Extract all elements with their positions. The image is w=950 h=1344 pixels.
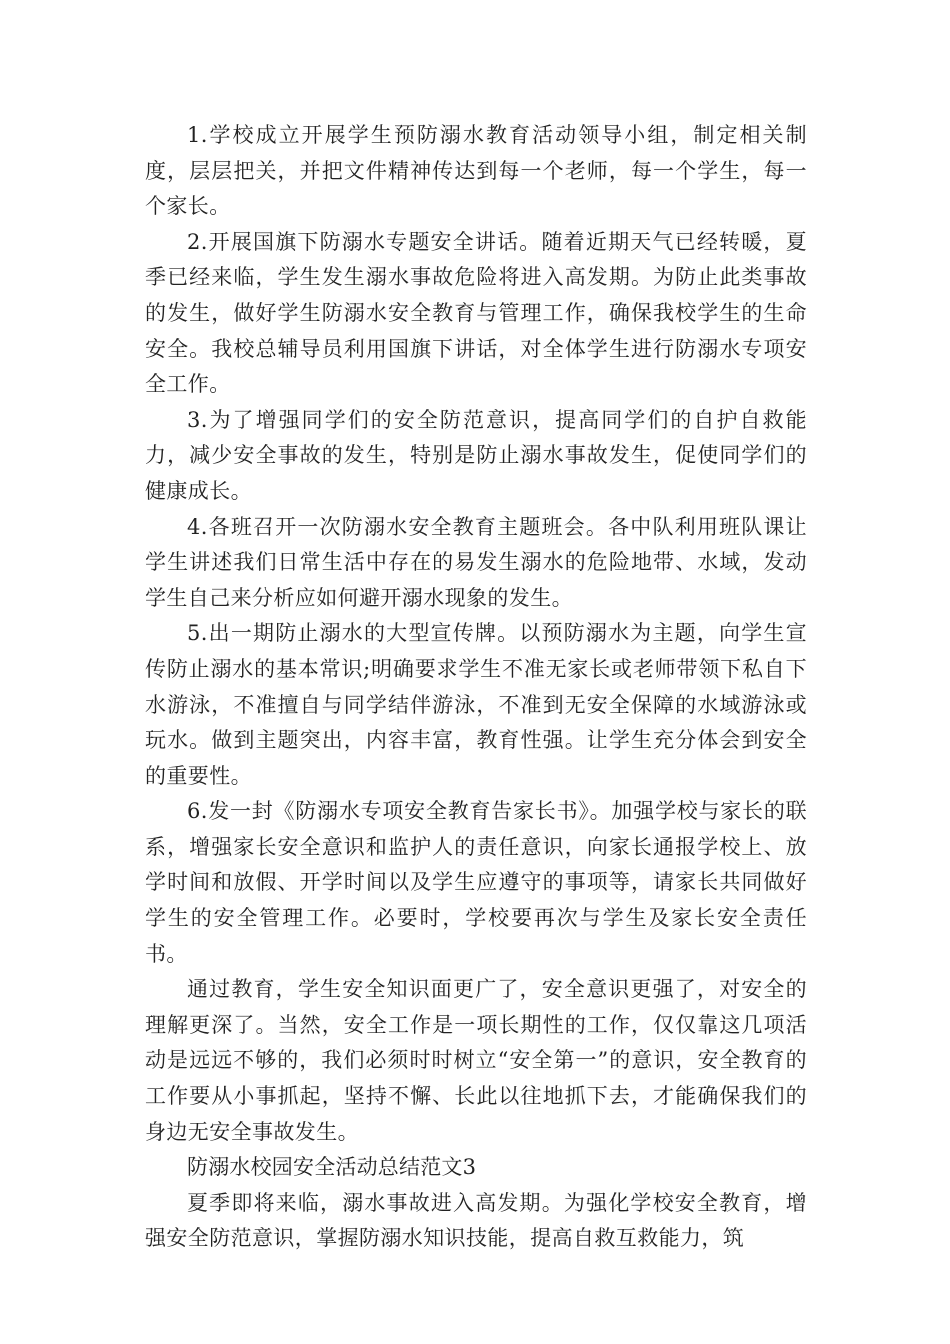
paragraph-item-1: 1.学校成立开展学生预防溺水教育活动领导小组，制定相关制度，层层把关，并把文件精神传达到每一个老师，每一个学生，每一个家长。 [145,123,807,219]
paragraph-item-3: 3.为了增强同学们的安全防范意识，提高同学们的自护自救能力，减少安全事故的发生，特别是防止溺水事故发生，促使同学们的健康成长。 [145,407,807,503]
section-heading: 防溺水校园安全活动总结范文3 [187,1155,477,1180]
paragraph-item-5: 5.出一期防止溺水的大型宣传牌。以预防溺水为主题，向学生宣传防止溺水的基本常识;明确要求学生不准无家长或老师带领下私自下水游泳，不准擅自与同学结伴游泳，不准到无安全保障的水域游泳或玩水。做到主题突出，内容丰富，教育性强。让学生充分体会到安全的重要性。 [145,621,807,788]
paragraph-item-2: 2.开展国旗下防溺水专题安全讲话。随着近期天气已经转暖，夏季已经来临，学生发生溺水事故危险将进入高发期。为防止此类事故的发生，做好学生防溺水安全教育与管理工作，确保我校学生的生命安全。我校总辅导员利用国旗下讲话，对全体学生进行防溺水专项安全工作。 [145,229,807,397]
paragraph-item-6: 6.发一封《防溺水专项安全教育告家长书》。加强学校与家长的联系，增强家长安全意识和监护人的责任意识，向家长通报学校上、放学时间和放假、开学时间以及学生应遵守的事项等，请家长共同做好学生的安全管理工作。必要时，学校要再次与学生及家长安全责任书。 [145,799,807,966]
document-body [145,118,807,1257]
paragraph-intro: 夏季即将来临，溺水事故进入高发期。为强化学校安全教育，增强安全防范意识，掌握防溺水知识技能，提高自救互救能力，筑 [145,1190,807,1251]
paragraph-item-4: 4.各班召开一次防溺水安全教育主题班会。各中队利用班队课让学生讲述我们日常生活中存在的易发生溺水的危险地带、水域，发动学生自己来分析应如何避开溺水现象的发生。 [145,514,807,610]
paragraph-summary: 通过教育，学生安全知识面更广了，安全意识更强了，对安全的理解更深了。当然，安全工作是一项长期性的工作，仅仅靠这几项活动是远远不够的，我们必须时时树立“安全第一”的意识，安全教育的工作要从小事抓起，坚持不懈、长此以往地抓下去，才能确保我们的身边无安全事故发生。 [145,977,807,1144]
